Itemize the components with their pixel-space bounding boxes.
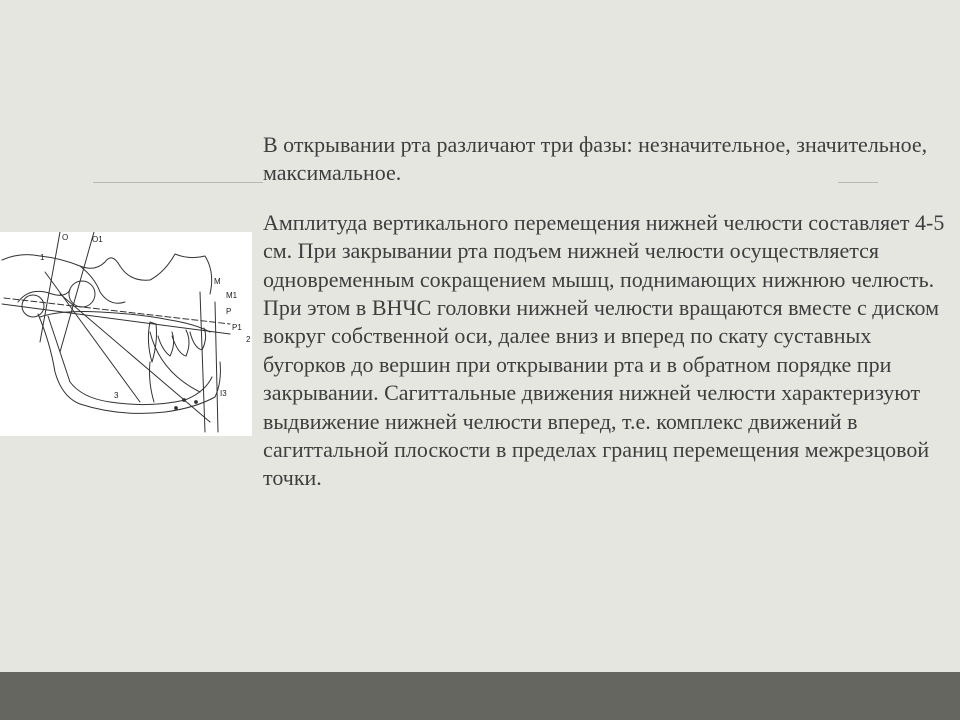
figure-label-3: 3 [114,391,119,400]
figure-label-1: 1 [40,253,45,262]
figure-label-m: M [214,277,221,286]
figure-label-p1: P1 [232,323,242,332]
jaw-movement-diagram [0,232,252,436]
paragraph-jaw-movement-amplitude: Амплитуда вертикального перемещения нижней челюсти составляет 4-5 см. При закрывании рта подъем нижней челюсти осуществляется одновременным сокращением мышц, поднимающих нижнюю челюсть. При этом в ВНЧС головки нижней челюсти вращаются вместе с диском вокруг собственной оси, далее вниз и вперед по скату суставных бугорков до вершин при открывании рта и в обратном порядке при закрывании. Сагиттальные движения нижней челюсти характеризуют выдвижение нижней челюсти вперед, т.е. комплекс движений в сагиттальной плоскости в пределах границ перемещения межрезцовой точки. [263,209,945,491]
divider-line-left [93,182,263,183]
paragraph-mouth-opening-phases: В открывании рта различают три фазы: незначительное, значительное, максимальное. [263,132,928,186]
figure-label-2: 2 [246,335,251,344]
figure-label-o: O [62,233,69,242]
figure-label-p: P [226,307,232,316]
figure-label-o1: O1 [92,235,103,244]
slide-body-text [263,131,953,493]
figure-label-m1: M1 [226,291,238,300]
figure-label-i3: I3 [220,389,227,398]
footer-bar [0,672,960,720]
